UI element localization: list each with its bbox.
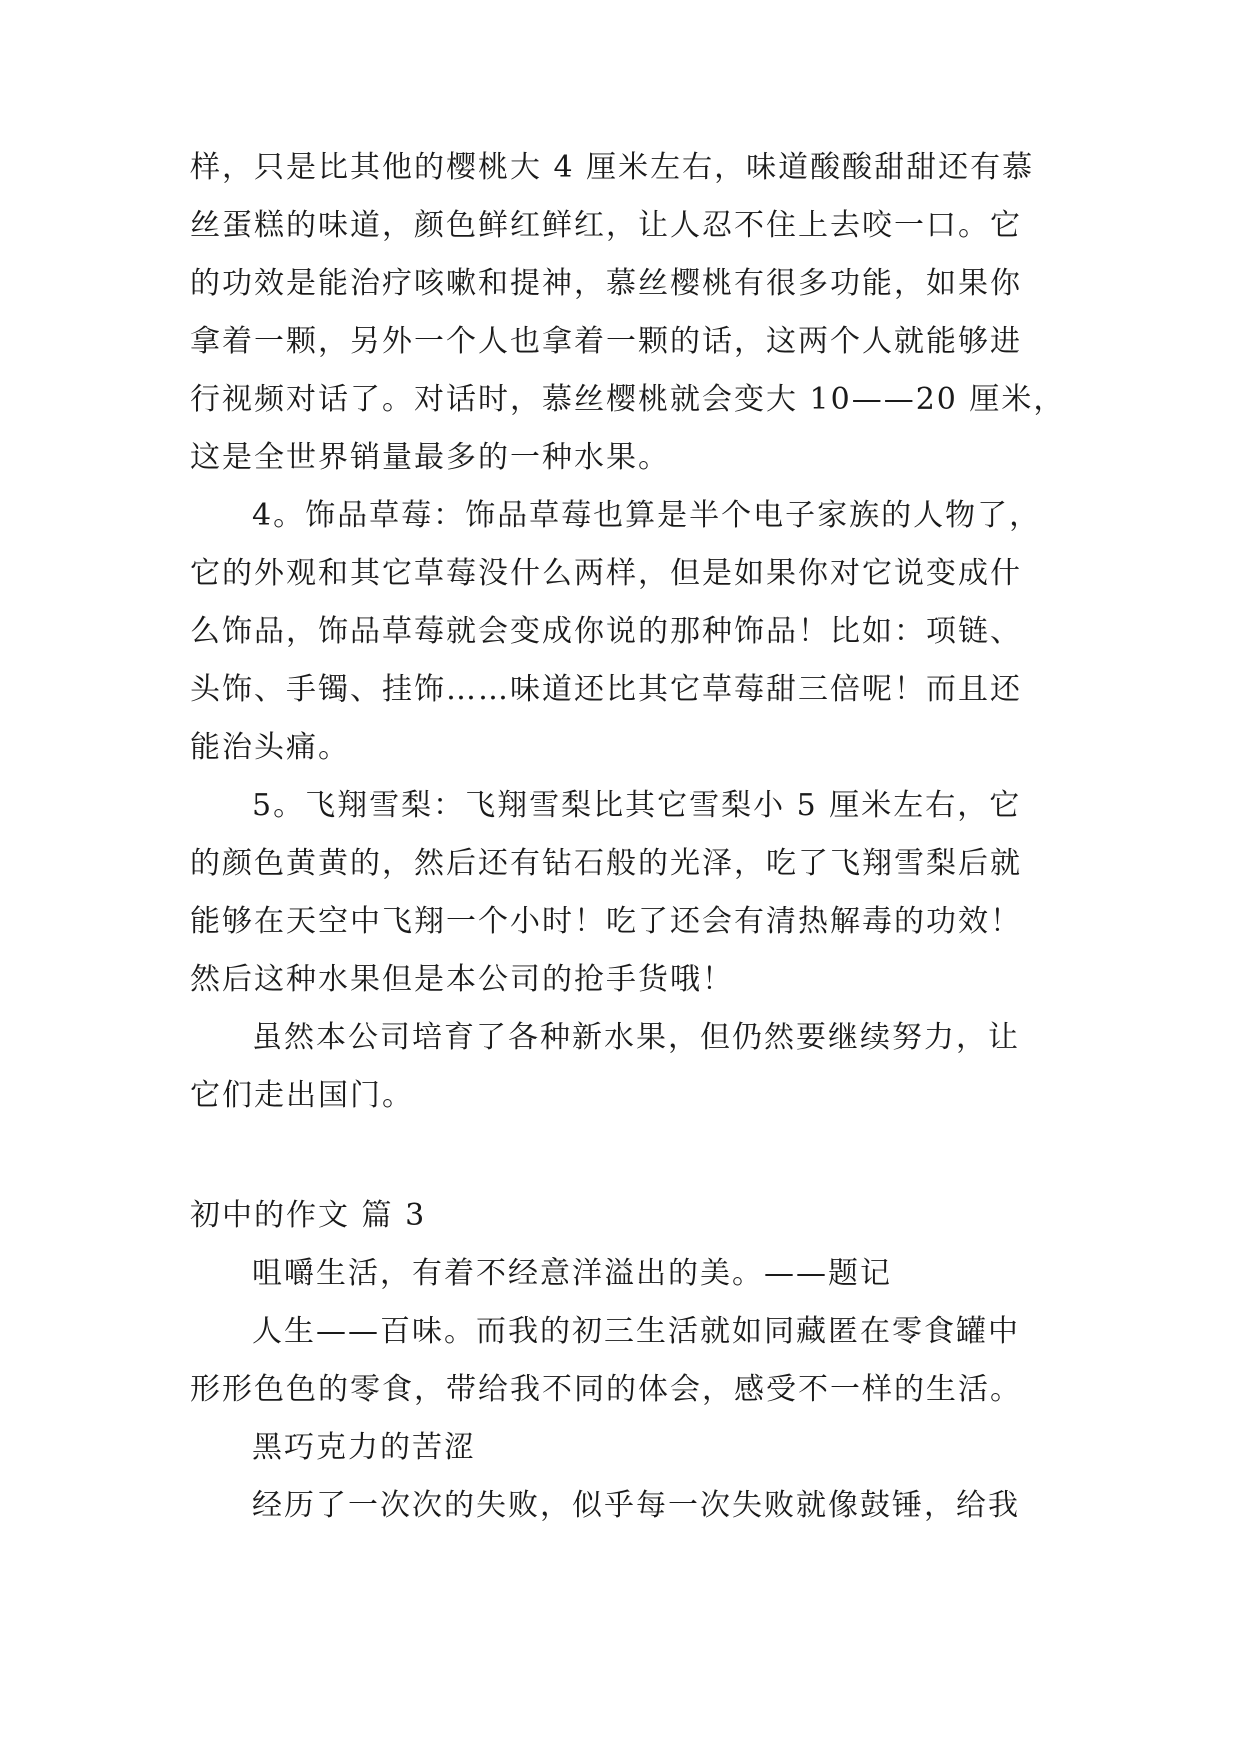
paragraph-line: 样，只是比其他的樱桃大 4 厘米左右，味道酸酸甜甜还有慕 — [190, 150, 1035, 185]
paragraph-line: 这是全世界销量最多的一种水果。 — [190, 440, 670, 475]
paragraph-line: 它的外观和其它草莓没什么两样，但是如果你对它说变成什 — [190, 556, 1022, 591]
paragraph-line: 然后这种水果但是本公司的抢手货哦！ — [190, 962, 734, 997]
paragraph-line: 经历了一次次的失败，似乎每一次失败就像鼓锤，给我 — [252, 1488, 1020, 1523]
paragraph-line: 虽然本公司培育了各种新水果，但仍然要继续努力，让 — [252, 1020, 1020, 1055]
paragraph-line: 4。饰品草莓：饰品草莓也算是半个电子家族的人物了， — [252, 498, 1042, 533]
paragraph-line: 人生——百味。而我的初三生活就如同藏匿在零食罐中 — [252, 1314, 1020, 1349]
paragraph-line: 的功效是能治疗咳嗽和提神，慕丝樱桃有很多功能，如果你 — [190, 266, 1022, 301]
paragraph-line: 的颜色黄黄的，然后还有钻石般的光泽，吃了飞翔雪梨后就 — [190, 846, 1022, 881]
paragraph-line: 形形色色的零食，带给我不同的体会，感受不一样的生活。 — [190, 1372, 1022, 1407]
paragraph-line: 咀嚼生活，有着不经意洋溢出的美。——题记 — [252, 1256, 892, 1291]
paragraph-line: 头饰、手镯、挂饰……味道还比其它草莓甜三倍呢！而且还 — [190, 672, 1022, 707]
paragraph-line: 5。飞翔雪梨：飞翔雪梨比其它雪梨小 5 厘米左右，它 — [252, 788, 1022, 823]
paragraph-line: 丝蛋糕的味道，颜色鲜红鲜红，让人忍不住上去咬一口。它 — [190, 208, 1022, 243]
paragraph-line: 么饰品，饰品草莓就会变成你说的那种饰品！比如：项链、 — [190, 614, 1022, 649]
paragraph-line: 能治头痛。 — [190, 730, 350, 765]
paragraph-line: 拿着一颗，另外一个人也拿着一颗的话，这两个人就能够进 — [190, 324, 1022, 359]
paragraph-line: 行视频对话了。对话时，慕丝樱桃就会变大 10——20 厘米， — [190, 382, 1066, 417]
section-heading: 初中的作文 篇 3 — [190, 1198, 427, 1233]
paragraph-line: 能够在天空中飞翔一个小时！吃了还会有清热解毒的功效！ — [190, 904, 1022, 939]
subheading-line: 黑巧克力的苦涩 — [252, 1430, 476, 1465]
paragraph-line: 它们走出国门。 — [190, 1078, 414, 1113]
